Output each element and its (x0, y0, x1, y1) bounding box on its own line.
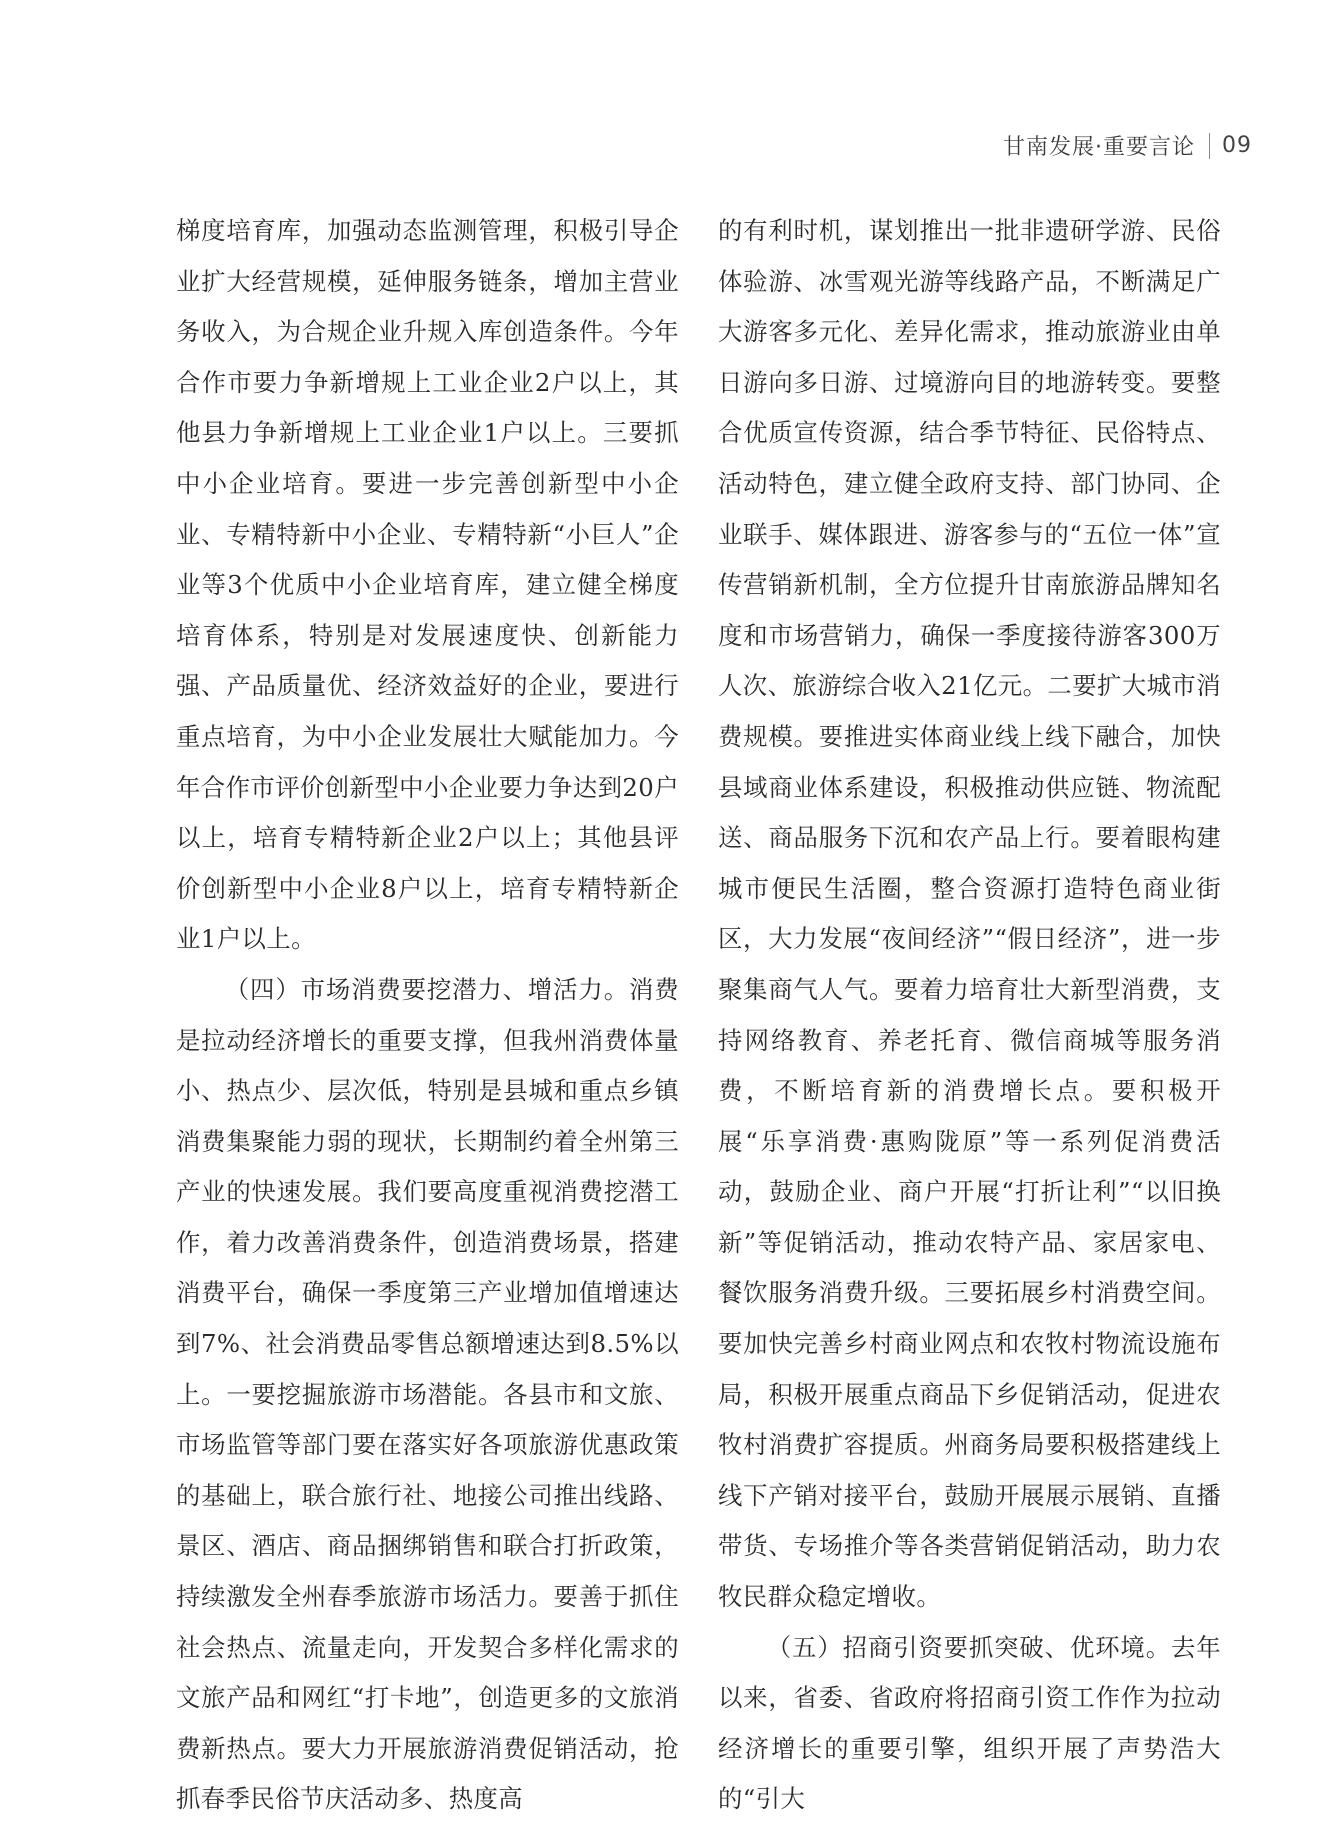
page-number: 09 (1222, 133, 1252, 158)
running-header (1003, 130, 1252, 161)
header-divider (1209, 133, 1210, 159)
paragraph: 的有利时机，谋划推出一批非遗研学游、民俗体验游、冰雪观光游等线路产品，不断满足广大游客多元化、差异化需求，推动旅游业由单日游向多日游、过境游向目的地游转变。要整合优质宣传资源，结合季节特征、民俗特点、活动特色，建立健全政府支持、部门协同、企业联手、媒体跟进、游客参与的“五位一体”宣传营销新机制，全方位提升甘南旅游品牌知名度和市场营销力，确保一季度接待游客300万人次、旅游综合收入21亿元。二要扩大城市消费规模。要推进实体商业线上线下融合，加快县域商业体系建设，积极推动供应链、物流配送、商品服务下沉和农产品上行。要着眼构建城市便民生活圈，整合资源打造特色商业街区，大力发展“夜间经济”“假日经济”，进一步聚集商气人气。要着力培育壮大新型消费，支持网络教育、养老托育、微信商城等服务消费，不断培育新的消费增长点。要积极开展“乐享消费·惠购陇原”等一系列促消费活动，鼓励企业、商户开展“打折让利”“以旧换新”等促销活动，推动农特产品、家居家电、餐饮服务消费升级。三要拓展乡村消费空间。要加快完善乡村商业网点和农牧村物流设施布局，积极开展重点商品下乡促销活动，促进农牧村消费扩容提质。州商务局要积极搭建线上线下产销对接平台，鼓励开展展示展销、直播带货、专场推介等各类营销促销活动，助力农牧民群众稳定增收。 (718, 216, 1221, 1612)
paragraph: （五）招商引资要抓突破、优环境。去年以来，省委、省政府将招商引资工作作为拉动经济增长的重要引擎，组织开展了声势浩大的“引大 (718, 1632, 1221, 1814)
paragraph: （四）市场消费要挖潜力、增活力。消费是拉动经济增长的重要支撑，但我州消费体量小、热点少、层次低，特别是县城和重点乡镇消费集聚能力弱的现状，长期制约着全州第三产业的快速发展。我们要高度重视消费挖潜工作，着力改善消费条件，创造消费场景，搭建消费平台，确保一季度第三产业增加值增速达到7%、社会消费品零售总额增速达到8.5%以上。一要挖掘旅游市场潜能。各县市和文旅、市场监管等部门要在落实好各项旅游优惠政策的基础上，联合旅行社、地接公司推出线路、景区、酒店、商品捆绑销售和联合打折政策，持续激发全州春季旅游市场活力。要善于抓住社会热点、流量走向，开发契合多样化需求的文旅产品和网红“打卡地”，创造更多的文旅消费新热点。要大力开展旅游消费促销活动，抢抓春季民俗节庆活动多、热度高 (176, 974, 679, 1814)
paragraph: 梯度培育库，加强动态监测管理，积极引导企业扩大经营规模，延伸服务链条，增加主营业务收入，为合规企业升规入库创造条件。今年合作市要力争新增规上工业企业2户以上，其他县力争新增规上工业企业1户以上。三要抓中小企业培育。要进一步完善创新型中小企业、专精特新中小企业、专精特新“小巨人”企业等3个优质中小企业培育库，建立健全梯度培育体系，特别是对发展速度快、创新能力强、产品质量优、经济效益好的企业，要进行重点培育，为中小企业发展壮大赋能加力。今年合作市评价创新型中小企业要力争达到20户以上，培育专精特新企业2户以上；其他县评价创新型中小企业8户以上，培育专精特新企业1户以上。 (176, 216, 679, 954)
right-column (718, 206, 1221, 1825)
section-title: 甘南发展·重要言论 (1003, 135, 1195, 160)
left-column (176, 206, 679, 1825)
